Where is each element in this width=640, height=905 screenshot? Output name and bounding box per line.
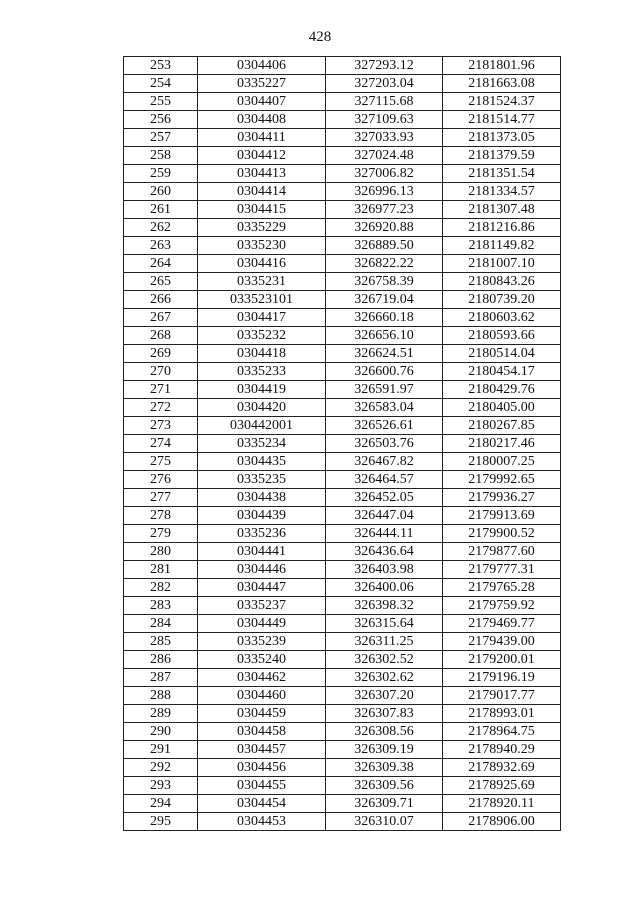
y-coordinate-cell: 2179439.00 — [443, 633, 561, 651]
point-number-cell: 271 — [124, 381, 198, 399]
y-coordinate-cell: 2178932.69 — [443, 759, 561, 777]
table-row — [124, 201, 561, 219]
x-coordinate-cell: 326309.38 — [326, 759, 443, 777]
point-number-cell: 268 — [124, 327, 198, 345]
y-coordinate-cell: 2178964.75 — [443, 723, 561, 741]
x-coordinate-cell: 326302.62 — [326, 669, 443, 687]
point-number-cell: 293 — [124, 777, 198, 795]
point-number-cell: 291 — [124, 741, 198, 759]
point-number-cell: 279 — [124, 525, 198, 543]
y-coordinate-cell: 2181373.05 — [443, 129, 561, 147]
table-row — [124, 399, 561, 417]
table-row — [124, 705, 561, 723]
point-id-cell: 030442001 — [198, 417, 326, 435]
x-coordinate-cell: 326660.18 — [326, 309, 443, 327]
x-coordinate-cell: 326307.20 — [326, 687, 443, 705]
table-row — [124, 651, 561, 669]
point-number-cell: 278 — [124, 507, 198, 525]
y-coordinate-cell: 2181007.10 — [443, 255, 561, 273]
y-coordinate-cell: 2178940.29 — [443, 741, 561, 759]
point-number-cell: 285 — [124, 633, 198, 651]
table-row — [124, 525, 561, 543]
x-coordinate-cell: 327024.48 — [326, 147, 443, 165]
x-coordinate-cell: 326444.11 — [326, 525, 443, 543]
y-coordinate-cell: 2180217.46 — [443, 435, 561, 453]
point-number-cell: 288 — [124, 687, 198, 705]
point-number-cell: 255 — [124, 93, 198, 111]
point-number-cell: 289 — [124, 705, 198, 723]
y-coordinate-cell: 2179017.77 — [443, 687, 561, 705]
point-id-cell: 0304419 — [198, 381, 326, 399]
y-coordinate-cell: 2181663.08 — [443, 75, 561, 93]
point-id-cell: 0335236 — [198, 525, 326, 543]
point-id-cell: 0304456 — [198, 759, 326, 777]
point-number-cell: 277 — [124, 489, 198, 507]
point-number-cell: 261 — [124, 201, 198, 219]
point-id-cell: 0304408 — [198, 111, 326, 129]
table-row — [124, 273, 561, 291]
point-number-cell: 258 — [124, 147, 198, 165]
point-id-cell: 0304462 — [198, 669, 326, 687]
x-coordinate-cell: 326400.06 — [326, 579, 443, 597]
table-row — [124, 813, 561, 831]
table-row — [124, 741, 561, 759]
x-coordinate-cell: 327115.68 — [326, 93, 443, 111]
table-row — [124, 579, 561, 597]
table-row — [124, 255, 561, 273]
point-number-cell: 287 — [124, 669, 198, 687]
table-row — [124, 183, 561, 201]
y-coordinate-cell: 2180267.85 — [443, 417, 561, 435]
x-coordinate-cell: 326920.88 — [326, 219, 443, 237]
table-row — [124, 471, 561, 489]
point-id-cell: 0304418 — [198, 345, 326, 363]
point-id-cell: 0304439 — [198, 507, 326, 525]
point-number-cell: 256 — [124, 111, 198, 129]
point-id-cell: 0304459 — [198, 705, 326, 723]
table-row — [124, 363, 561, 381]
x-coordinate-cell: 326403.98 — [326, 561, 443, 579]
table-row — [124, 453, 561, 471]
y-coordinate-cell: 2179900.52 — [443, 525, 561, 543]
x-coordinate-cell: 326526.61 — [326, 417, 443, 435]
coordinates-table-body — [124, 57, 561, 831]
table-row — [124, 561, 561, 579]
y-coordinate-cell: 2179777.31 — [443, 561, 561, 579]
x-coordinate-cell: 326591.97 — [326, 381, 443, 399]
point-id-cell: 0304416 — [198, 255, 326, 273]
y-coordinate-cell: 2180603.62 — [443, 309, 561, 327]
point-id-cell: 0304412 — [198, 147, 326, 165]
point-number-cell: 274 — [124, 435, 198, 453]
point-id-cell: 0304435 — [198, 453, 326, 471]
x-coordinate-cell: 326398.32 — [326, 597, 443, 615]
point-number-cell: 286 — [124, 651, 198, 669]
y-coordinate-cell: 2178906.00 — [443, 813, 561, 831]
y-coordinate-cell: 2179196.19 — [443, 669, 561, 687]
point-number-cell: 260 — [124, 183, 198, 201]
point-id-cell: 0335227 — [198, 75, 326, 93]
table-row — [124, 417, 561, 435]
point-id-cell: 0304413 — [198, 165, 326, 183]
point-number-cell: 284 — [124, 615, 198, 633]
point-number-cell: 265 — [124, 273, 198, 291]
x-coordinate-cell: 326309.71 — [326, 795, 443, 813]
y-coordinate-cell: 2180405.00 — [443, 399, 561, 417]
point-number-cell: 276 — [124, 471, 198, 489]
table-row — [124, 291, 561, 309]
y-coordinate-cell: 2179913.69 — [443, 507, 561, 525]
point-number-cell: 290 — [124, 723, 198, 741]
coordinates-table — [123, 56, 561, 831]
point-number-cell: 280 — [124, 543, 198, 561]
table-row — [124, 507, 561, 525]
table-row — [124, 147, 561, 165]
point-id-cell: 0335239 — [198, 633, 326, 651]
x-coordinate-cell: 326996.13 — [326, 183, 443, 201]
point-id-cell: 0335233 — [198, 363, 326, 381]
point-number-cell: 253 — [124, 57, 198, 75]
point-id-cell: 0335231 — [198, 273, 326, 291]
point-id-cell: 0335237 — [198, 597, 326, 615]
y-coordinate-cell: 2179759.92 — [443, 597, 561, 615]
x-coordinate-cell: 326436.64 — [326, 543, 443, 561]
point-id-cell: 0304407 — [198, 93, 326, 111]
table-row — [124, 597, 561, 615]
point-number-cell: 273 — [124, 417, 198, 435]
x-coordinate-cell: 326310.07 — [326, 813, 443, 831]
x-coordinate-cell: 326758.39 — [326, 273, 443, 291]
x-coordinate-cell: 326452.05 — [326, 489, 443, 507]
point-number-cell: 281 — [124, 561, 198, 579]
table-row — [124, 669, 561, 687]
x-coordinate-cell: 326624.51 — [326, 345, 443, 363]
point-id-cell: 0335232 — [198, 327, 326, 345]
x-coordinate-cell: 326447.04 — [326, 507, 443, 525]
point-number-cell: 254 — [124, 75, 198, 93]
point-number-cell: 282 — [124, 579, 198, 597]
y-coordinate-cell: 2178925.69 — [443, 777, 561, 795]
table-row — [124, 57, 561, 75]
x-coordinate-cell: 326467.82 — [326, 453, 443, 471]
table-row — [124, 309, 561, 327]
point-id-cell: 0304446 — [198, 561, 326, 579]
y-coordinate-cell: 2181334.57 — [443, 183, 561, 201]
y-coordinate-cell: 2179200.01 — [443, 651, 561, 669]
table-row — [124, 759, 561, 777]
x-coordinate-cell: 326719.04 — [326, 291, 443, 309]
point-id-cell: 0304447 — [198, 579, 326, 597]
point-id-cell: 0304453 — [198, 813, 326, 831]
point-id-cell: 0335229 — [198, 219, 326, 237]
table-row — [124, 219, 561, 237]
y-coordinate-cell: 2180593.66 — [443, 327, 561, 345]
point-number-cell: 266 — [124, 291, 198, 309]
table-row — [124, 165, 561, 183]
table-row — [124, 345, 561, 363]
table-row — [124, 327, 561, 345]
y-coordinate-cell: 2178920.11 — [443, 795, 561, 813]
point-number-cell: 295 — [124, 813, 198, 831]
point-number-cell: 257 — [124, 129, 198, 147]
point-number-cell: 294 — [124, 795, 198, 813]
y-coordinate-cell: 2181379.59 — [443, 147, 561, 165]
point-number-cell: 263 — [124, 237, 198, 255]
point-number-cell: 264 — [124, 255, 198, 273]
x-coordinate-cell: 327203.04 — [326, 75, 443, 93]
table-row — [124, 75, 561, 93]
table-row — [124, 381, 561, 399]
point-id-cell: 0304441 — [198, 543, 326, 561]
point-id-cell: 033523101 — [198, 291, 326, 309]
point-id-cell: 0335234 — [198, 435, 326, 453]
point-id-cell: 0304406 — [198, 57, 326, 75]
x-coordinate-cell: 326977.23 — [326, 201, 443, 219]
x-coordinate-cell: 326311.25 — [326, 633, 443, 651]
point-id-cell: 0304457 — [198, 741, 326, 759]
table-row — [124, 543, 561, 561]
y-coordinate-cell: 2179992.65 — [443, 471, 561, 489]
y-coordinate-cell: 2180514.04 — [443, 345, 561, 363]
y-coordinate-cell: 2181351.54 — [443, 165, 561, 183]
point-number-cell: 270 — [124, 363, 198, 381]
point-number-cell: 283 — [124, 597, 198, 615]
x-coordinate-cell: 327033.93 — [326, 129, 443, 147]
x-coordinate-cell: 327293.12 — [326, 57, 443, 75]
x-coordinate-cell: 326308.56 — [326, 723, 443, 741]
y-coordinate-cell: 2180454.17 — [443, 363, 561, 381]
x-coordinate-cell: 327006.82 — [326, 165, 443, 183]
point-id-cell: 0304458 — [198, 723, 326, 741]
y-coordinate-cell: 2179877.60 — [443, 543, 561, 561]
point-id-cell: 0335230 — [198, 237, 326, 255]
point-id-cell: 0304455 — [198, 777, 326, 795]
x-coordinate-cell: 326307.83 — [326, 705, 443, 723]
point-number-cell: 292 — [124, 759, 198, 777]
table-row — [124, 615, 561, 633]
y-coordinate-cell: 2181514.77 — [443, 111, 561, 129]
point-number-cell: 275 — [124, 453, 198, 471]
table-row — [124, 435, 561, 453]
point-id-cell: 0304460 — [198, 687, 326, 705]
y-coordinate-cell: 2180843.26 — [443, 273, 561, 291]
table-row — [124, 237, 561, 255]
x-coordinate-cell: 326822.22 — [326, 255, 443, 273]
y-coordinate-cell: 2180007.25 — [443, 453, 561, 471]
point-number-cell: 259 — [124, 165, 198, 183]
x-coordinate-cell: 326889.50 — [326, 237, 443, 255]
y-coordinate-cell: 2181149.82 — [443, 237, 561, 255]
y-coordinate-cell: 2179936.27 — [443, 489, 561, 507]
table-row — [124, 489, 561, 507]
y-coordinate-cell: 2178993.01 — [443, 705, 561, 723]
point-id-cell: 0335240 — [198, 651, 326, 669]
point-id-cell: 0304414 — [198, 183, 326, 201]
point-id-cell: 0304420 — [198, 399, 326, 417]
table-row — [124, 795, 561, 813]
point-id-cell: 0304449 — [198, 615, 326, 633]
point-number-cell: 267 — [124, 309, 198, 327]
point-number-cell: 262 — [124, 219, 198, 237]
point-id-cell: 0304454 — [198, 795, 326, 813]
y-coordinate-cell: 2181801.96 — [443, 57, 561, 75]
x-coordinate-cell: 326503.76 — [326, 435, 443, 453]
table-row — [124, 129, 561, 147]
table-row — [124, 777, 561, 795]
point-number-cell: 272 — [124, 399, 198, 417]
point-id-cell: 0304415 — [198, 201, 326, 219]
x-coordinate-cell: 326656.10 — [326, 327, 443, 345]
y-coordinate-cell: 2180739.20 — [443, 291, 561, 309]
y-coordinate-cell: 2181307.48 — [443, 201, 561, 219]
x-coordinate-cell: 326302.52 — [326, 651, 443, 669]
point-id-cell: 0304417 — [198, 309, 326, 327]
x-coordinate-cell: 327109.63 — [326, 111, 443, 129]
point-id-cell: 0335235 — [198, 471, 326, 489]
x-coordinate-cell: 326315.64 — [326, 615, 443, 633]
table-row — [124, 687, 561, 705]
point-number-cell: 269 — [124, 345, 198, 363]
y-coordinate-cell: 2180429.76 — [443, 381, 561, 399]
y-coordinate-cell: 2179469.77 — [443, 615, 561, 633]
point-id-cell: 0304411 — [198, 129, 326, 147]
point-id-cell: 0304438 — [198, 489, 326, 507]
x-coordinate-cell: 326464.57 — [326, 471, 443, 489]
table-row — [124, 93, 561, 111]
y-coordinate-cell: 2181524.37 — [443, 93, 561, 111]
y-coordinate-cell: 2181216.86 — [443, 219, 561, 237]
x-coordinate-cell: 326583.04 — [326, 399, 443, 417]
table-row — [124, 723, 561, 741]
x-coordinate-cell: 326600.76 — [326, 363, 443, 381]
page-number: 428 — [308, 29, 332, 45]
y-coordinate-cell: 2179765.28 — [443, 579, 561, 597]
x-coordinate-cell: 326309.19 — [326, 741, 443, 759]
table-row — [124, 633, 561, 651]
table-row — [124, 111, 561, 129]
x-coordinate-cell: 326309.56 — [326, 777, 443, 795]
